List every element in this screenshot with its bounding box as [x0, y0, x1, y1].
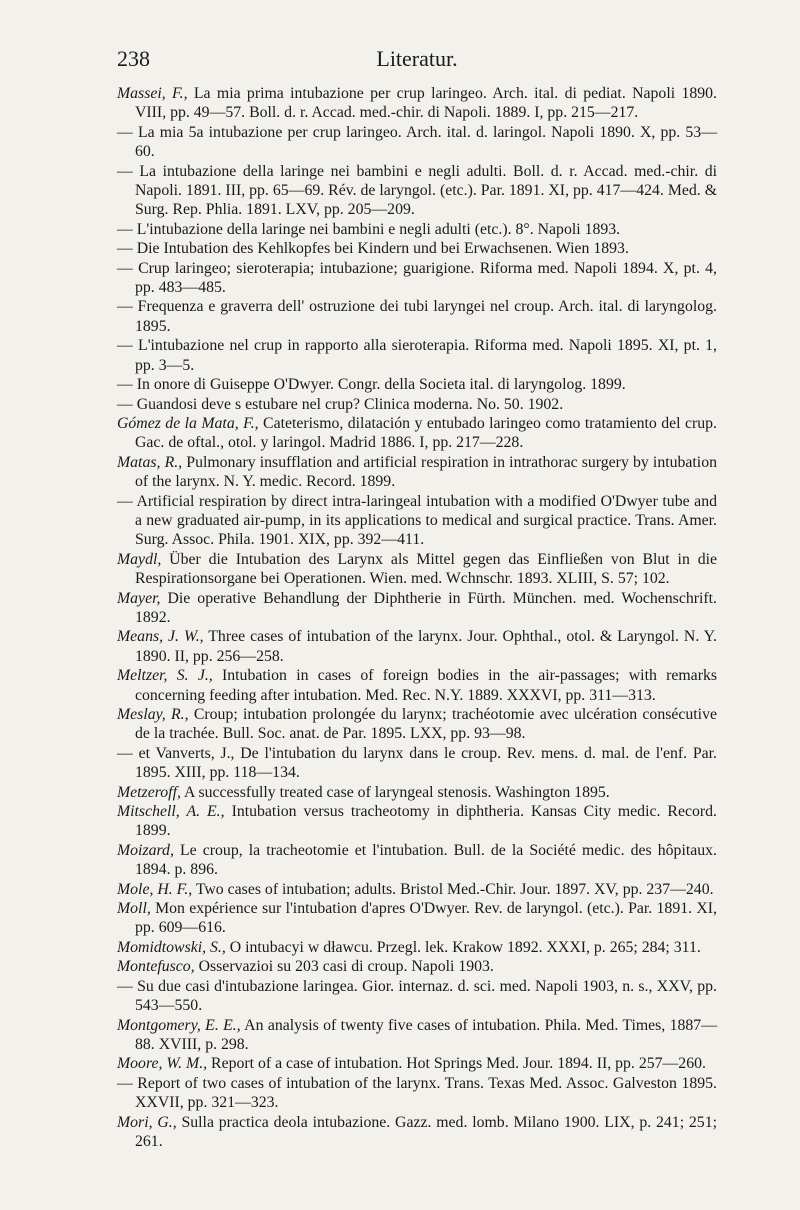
bibliography-entry: [117, 744, 717, 783]
entry-text: O intubacyi w dławcu. Przegl. lek. Krakow 1892. XXXI, p. 265; 284; 311.: [225, 938, 701, 956]
entry-text: La intubazione della laringe nei bambini e negli adulti. Boll. d. r. Accad. med.-chir. di Napoli. 1891. III, pp. 65—69. Rév. de laryngol. (etc.). Par. 1891. XI, pp. 417—424. Med. & Surg. Rep. Phlia. 1891. LXV, pp. 205—209.: [135, 162, 717, 219]
bibliography-entry: [117, 84, 717, 123]
entry-text: La mia prima intubazione per crup laringeo. Arch. ital. di pediat. Napoli 1890. VIII, pp. 49—57. Boll. d. r. Accad. med.-chir. di Napoli. 1889. I, pp. 215—217.: [135, 85, 717, 122]
entry-author: Mole, H. F.,: [117, 880, 193, 898]
entry-text: Croup; intubation prolongée du larynx; trachéotomie avec ulcération consécutive de la trachée. Bull. Soc. anat. de Par. 1895. LXX, pp. 93—98.: [135, 706, 717, 743]
entry-author: Meslay, R.,: [117, 706, 189, 723]
bibliography-entry: [117, 297, 717, 336]
entry-text: Die Intubation des Kehlkopfes bei Kindern und bei Erwachsenen. Wien 1893.: [136, 240, 629, 258]
entry-text: In onore di Guiseppe O'Dwyer. Congr. della Societa ital. di laryngolog. 1899.: [136, 376, 626, 394]
bibliography-entry: [117, 899, 717, 938]
entry-text: Guandosi deve s estubare nel crup? Clinica moderna. No. 50. 1902.: [136, 395, 564, 413]
ditto-dash: —: [117, 1074, 138, 1092]
entry-author: Montefusco,: [117, 958, 195, 976]
bibliography-entry: [117, 453, 717, 492]
bibliography-entry: [117, 666, 717, 705]
bibliography-entry: [117, 705, 717, 744]
entry-author: Gómez de la Mata, F.,: [117, 414, 259, 432]
ditto-dash: —: [117, 162, 140, 180]
ditto-dash: —: [117, 395, 137, 413]
entry-author: Moizard,: [117, 841, 174, 859]
entry-text: Report of a case of intubation. Hot Springs Med. Jour. 1894. II, pp. 257—260.: [207, 1055, 706, 1073]
bibliography-entry: [117, 550, 717, 589]
page-header: [117, 46, 717, 74]
entry-text: Frequenza e graverra dell' ostruzione dei tubi laryngei nel croup. Arch. ital. di laryngolog. 1895.: [135, 298, 717, 335]
bibliography-entry: [117, 783, 717, 802]
entry-author: Mitschell, A. E.,: [117, 803, 225, 821]
ditto-dash: —: [117, 240, 137, 258]
ditto-dash: —: [117, 337, 139, 355]
bibliography-entry: [117, 492, 717, 550]
ditto-dash: —: [117, 376, 137, 394]
bibliography-entry: [117, 123, 717, 162]
entry-author: Mayer,: [117, 589, 161, 607]
entry-text: Su due casi d'intubazione laringea. Gior. internaz. d. sci. med. Napoli 1903, n. s., XXV, pp. 543—550.: [135, 977, 717, 1015]
ditto-dash: —: [117, 744, 139, 762]
entry-author: Massei, F.,: [117, 85, 188, 102]
page-number: 238: [117, 46, 150, 71]
entry-author: Metzeroff,: [117, 783, 181, 801]
bibliography-entry: [117, 841, 717, 880]
entry-author: Montgomery, E. E.,: [117, 1016, 241, 1034]
entry-text: Über die Intubation des Larynx als Mittel gegen das Einfließen von Blut in die Respirationsorgane bei Operationen. Wien. med. Wchnschr. 1893. XLIII, S. 57; 102.: [135, 550, 717, 588]
entry-text: Crup laringeo; sieroterapia; intubazione; guarigione. Riforma med. Napoli 1894. X, pt. 4, pp. 483—485.: [135, 259, 717, 297]
bibliography-entry: [117, 938, 717, 957]
entry-text: Pulmonary insufflation and artificial respiration in intrathorac surgery by intubation of the larynx. N. Y. medic. Record. 1899.: [135, 453, 717, 491]
bibliography-entry: [117, 589, 717, 628]
bibliography-entry: [117, 259, 717, 298]
entry-text: Intubation versus tracheotomy in diphtheria. Kansas City medic. Record. 1899.: [135, 803, 717, 840]
entry-author: Matas, R.,: [117, 453, 183, 471]
entry-author: Moore, W. M.,: [117, 1055, 208, 1073]
bibliography-entry: [117, 336, 717, 375]
running-title: Literatur.: [376, 46, 458, 71]
bibliography-entry: [117, 162, 717, 220]
entry-author: Momidtowski, S.,: [117, 938, 226, 956]
bibliography-entry: [117, 1054, 717, 1073]
entry-text: Two cases of intubation; adults. Bristol Med.-Chir. Jour. 1897. XV, pp. 237—240.: [192, 880, 714, 898]
bibliography-entry: [117, 375, 717, 394]
entry-text: Sulla practica deola intubazione. Gazz. med. lomb. Milano 1900. LIX, p. 241; 251; 261.: [135, 1113, 717, 1150]
ditto-dash: —: [117, 220, 137, 238]
bibliography-entry: [117, 220, 717, 239]
bibliography-entry: [117, 1113, 717, 1152]
entry-text: A successfully treated case of laryngeal stenosis. Washington 1895.: [180, 783, 610, 801]
bibliography-entry: [117, 627, 717, 666]
bibliography-entry: [117, 880, 717, 899]
entry-author: Meltzer, S. J.,: [117, 667, 213, 685]
ditto-dash: —: [117, 492, 137, 510]
entry-text: An analysis of twenty five cases of intubation. Phila. Med. Times, 1887—88. XVIII, p. 298.: [135, 1016, 717, 1053]
bibliography-entry: [117, 414, 717, 453]
entry-text: L'intubazione della laringe nei bambini e negli adulti (etc.). 8°. Napoli 1893.: [136, 220, 621, 238]
bibliography-entry: [117, 395, 717, 414]
entry-text: Die operative Behandlung der Diphtherie in Fürth. München. med. Wochenschrift. 1892.: [135, 589, 717, 626]
entry-text: Cateterismo, dilatación y entubado laringeo como tratamiento del crup. Gac. de oftal., otol. y laringol. Madrid 1886. I, pp. 217—228.: [135, 414, 717, 452]
ditto-dash: —: [117, 977, 138, 995]
bibliography-entry: [117, 239, 717, 258]
entry-text: Report of two cases of intubation of the larynx. Trans. Texas Med. Assoc. Galveston 1895. XXVII, pp. 321—323.: [135, 1074, 717, 1112]
ditto-dash: —: [117, 298, 138, 316]
entry-author: Moll,: [117, 900, 151, 918]
entry-text: et Vanverts, J., De l'intubation du larynx dans le croup. Rev. mens. d. mal. de l'enf. Par. 1895. XIII, pp. 118—134.: [135, 744, 717, 782]
entry-text: L'intubazione nel crup in rapporto alla sieroterapia. Riforma med. Napoli 1895. XI, pt. 1, pp. 3—5.: [135, 337, 718, 374]
bibliography-entry: [117, 977, 717, 1016]
bibliography-entry: [117, 1016, 717, 1055]
entry-text: La mia 5a intubazione per crup laringeo. Arch. ital. d. laringol. Napoli 1890. X, pp. 53—60.: [135, 123, 717, 161]
ditto-dash: —: [117, 259, 139, 277]
entry-text: Le croup, la tracheotomie et l'intubation. Bull. de la Société medic. des hôpitaux. 1894. p. 896.: [135, 841, 717, 879]
entry-text: Osservazioi su 203 casi di croup. Napoli 1903.: [194, 958, 494, 976]
entry-text: Artificial respiration by direct intra-laringeal intubation with a modified O'Dwyer tube and a new graduated air-pump, in its applications to medical and surgical practice. Trans. Amer. Surg. Assoc. Phila. 1901. XIX, pp. 392—411.: [135, 492, 717, 549]
ditto-dash: —: [117, 123, 138, 141]
bibliography-entry: [117, 957, 717, 976]
entry-author: Mori, G.,: [117, 1113, 177, 1131]
entry-text: Intubation in cases of foreign bodies in the air-passages; with remarks concerning feeding after intubation. Med. Rec. N.Y. 1889. XXXVI, pp. 311—313.: [135, 667, 717, 704]
entry-text: Mon expérience sur l'intubation d'apres O'Dwyer. Rev. de laryngol. (etc.). Par. 1891. XI, pp. 609—616.: [135, 900, 717, 937]
entry-text: Three cases of intubation of the larynx. Jour. Ophthal., otol. & Laryngol. N. Y. 1890. II, pp. 256—258.: [135, 628, 717, 665]
entry-author: Maydl,: [117, 550, 162, 568]
entry-author: Means, J. W.,: [117, 628, 204, 646]
bibliography-list: [117, 84, 717, 1151]
bibliography-entry: [117, 802, 717, 841]
bibliography-entry: [117, 1074, 717, 1113]
